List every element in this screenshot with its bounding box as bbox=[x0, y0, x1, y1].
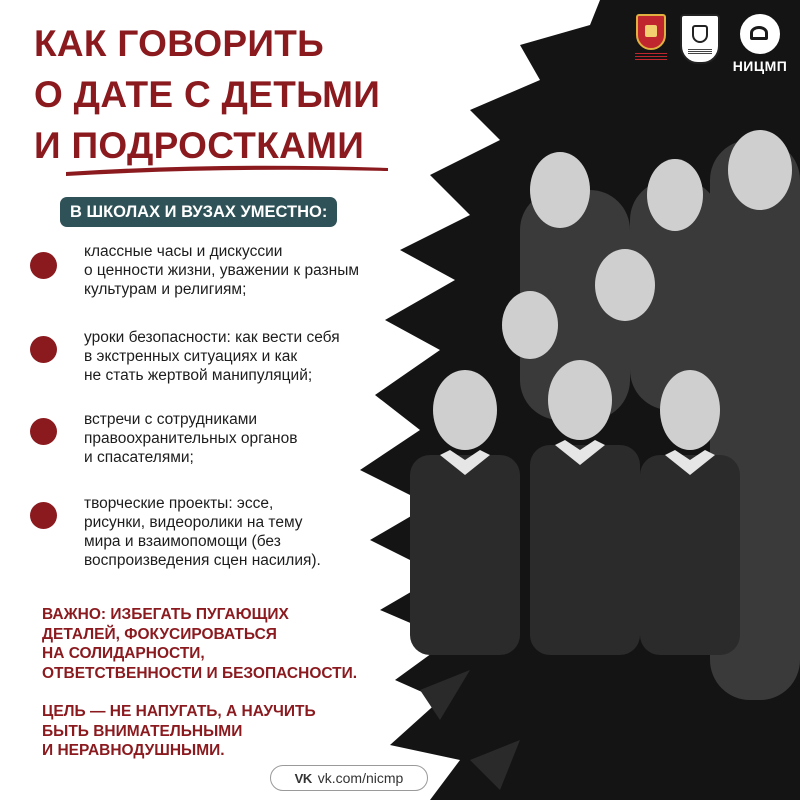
bullet-icon bbox=[30, 418, 57, 445]
subtitle-badge: В ШКОЛАХ И ВУЗАХ УМЕСТНО: bbox=[60, 197, 337, 227]
shield-logo-icon bbox=[680, 14, 720, 64]
logos bbox=[632, 14, 790, 74]
vk-icon: VK bbox=[294, 770, 312, 786]
vk-link[interactable] bbox=[270, 765, 428, 791]
title-line-3: И ПОДРОСТКАМИ bbox=[34, 125, 365, 166]
vk-link-text: vk.com/nicmp bbox=[317, 770, 404, 786]
goal-note: ЦЕЛЬ — НЕ НАПУГАТЬ, А НАУЧИТЬ БЫТЬ ВНИМАТЕЛЬНЫМИ И НЕРАВНОДУШНЫМИ. bbox=[42, 703, 316, 759]
nicmp-label: НИЦМП bbox=[732, 58, 788, 74]
nicmp-mark-icon bbox=[740, 14, 780, 54]
bullet-icon bbox=[30, 252, 57, 279]
list-item-text: уроки безопасности: как вести себя в экстренных ситуациях и как не стать жертвой манипуляций; bbox=[84, 329, 340, 384]
title-line-1: КАК ГОВОРИТЬ bbox=[34, 23, 325, 64]
list-item-text: классные часы и дискуссии о ценности жизни, уважении к разным культурам и религиям; bbox=[84, 243, 359, 298]
important-note: ВАЖНО: ИЗБЕГАТЬ ПУГАЮЩИХ ДЕТАЛЕЙ, ФОКУСИРОВАТЬСЯ НА СОЛИДАРНОСТИ, ОТВЕТСТВЕННОСТИ И БЕЗОПАСНОСТИ. bbox=[42, 606, 358, 682]
list-item-text: творческие проекты: эссе, рисунки, видеоролики на тему мира и взаимопомощи (без воспроизведения сцен насилия). bbox=[84, 495, 321, 569]
page-title bbox=[34, 18, 380, 171]
nicmp-logo bbox=[730, 14, 790, 74]
list-item-text: встречи с сотрудниками правоохранительных органов и спасателями; bbox=[84, 411, 298, 466]
bullet-icon bbox=[30, 336, 57, 363]
region-emblem-icon bbox=[632, 14, 670, 66]
bullet-icon bbox=[30, 502, 57, 529]
title-line-2: О ДАТЕ С ДЕТЬМИ bbox=[34, 74, 381, 115]
children-photo bbox=[380, 110, 800, 750]
